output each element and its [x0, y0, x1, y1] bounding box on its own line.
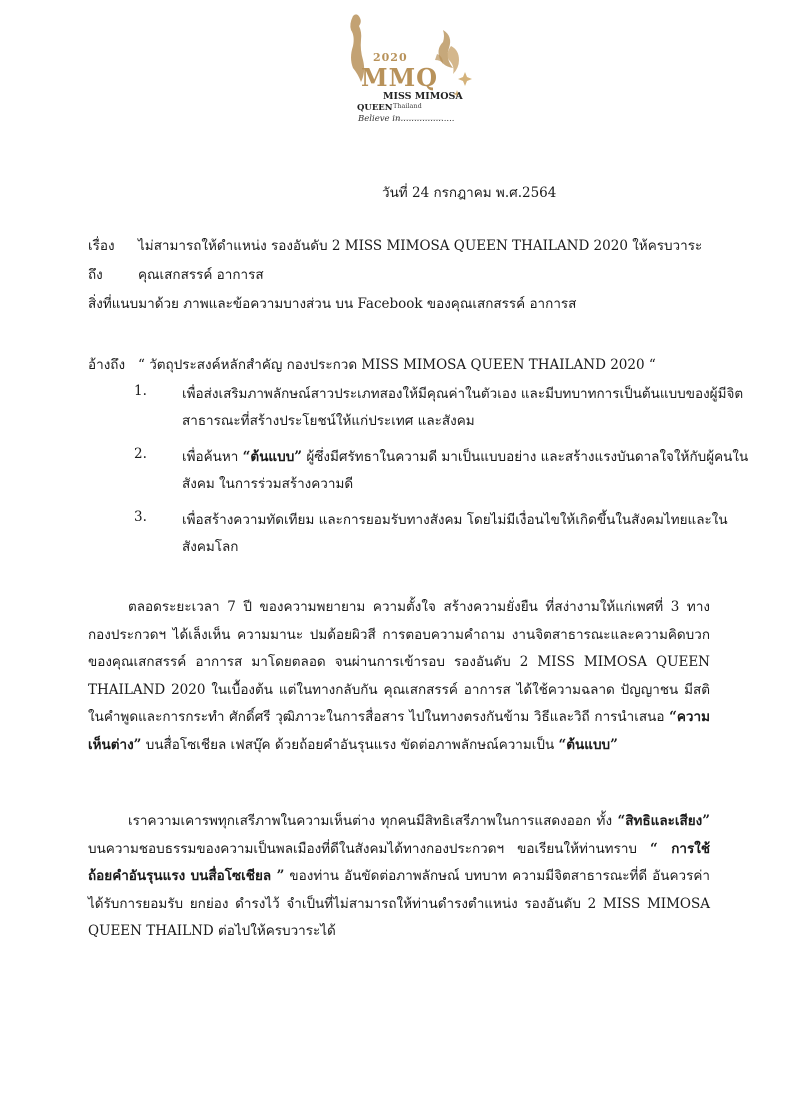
- list-number: 1.: [134, 383, 147, 400]
- logo-brand: MISS MIMOSA: [383, 91, 463, 102]
- list-item: [88, 507, 760, 561]
- attachment-text: สิ่งที่แนบมาด้วย ภาพและข้อความบางส่วน บน Facebook ของคุณเสกสรรค์ อาการส: [88, 296, 577, 312]
- attachment-row: [88, 294, 760, 323]
- list-text-pre: เพื่อค้นหา: [182, 449, 243, 466]
- logo-country: Thailand: [393, 102, 422, 110]
- paragraph-bold: “ความเห็นต่าง”: [88, 709, 710, 753]
- reference-title: “ วัตถุประสงค์หลักสำคัญ กองประกวด MISS MIMOSA QUEEN THAILAND 2020 “: [138, 357, 656, 373]
- list-number: 3.: [134, 509, 147, 526]
- recipient-text: คุณเสกสรรค์ อาการส: [138, 267, 264, 283]
- paragraph-bold: “สิทธิและเสียง”: [617, 813, 710, 829]
- paragraph-text: เราความเคารพทุกเสรีภาพในความเห็นต่าง ทุกคนมีสิทธิเสรีภาพในการแสดงออก ทั้ง: [128, 813, 618, 829]
- list-text: เพื่อส่งเสริมภาพลักษณ์สาวประเภทสองให้มีคุณค่าในตัวเอง และมีบทบาทการเป็นต้นแบบของผู้มีจิตสาธารณะที่สร้างประโยชน์ให้แก่ประเทศ และสังคม: [182, 386, 744, 430]
- list-text-post: ผู้ซึ่งมีศรัทธาในความดี มาเป็นแบบอย่าง และสร้างแรงบันดาลใจให้กับผู้คนในสังคม ในการร่วมสร้างความดี: [182, 449, 749, 493]
- body-paragraph-2: [88, 808, 710, 946]
- list-text: [182, 444, 752, 498]
- logo-acronym: MMQ: [361, 63, 439, 92]
- letter-date: วันที่ 24 กรกฎาคม พ.ศ.2564: [382, 185, 557, 201]
- mmq-logo: [325, 10, 475, 124]
- subject-row: [88, 236, 760, 265]
- letter-meta: [88, 236, 760, 323]
- logo-tagline: Believe in....................: [358, 114, 455, 124]
- list-text: เพื่อสร้างความทัดเทียม และการยอมรับทางสังคม โดยไม่มีเงื่อนไขให้เกิดขึ้นในสังคมไทยและในสังคมโลก: [182, 512, 728, 556]
- list-text-bold: “ต้นแบบ”: [242, 449, 303, 466]
- recipient-row: [88, 265, 760, 294]
- paragraph-text: ตลอดระยะเวลา 7 ปี ของความพยายาม ความตั้งใจ สร้างความยั่งยืน ที่สง่างามให้แก่เพศที่ 3 ทาง กองประกวดฯ ได้เล็งเห็น ความมานะ ปมด้อยผิวสี การตอบความคำถาม งานจิตสาธารณะและความคิดบวก ของคุณเสกสรรค์ อาการส มาโดยตลอด จนผ่านการเข้ารอบ รองอันดับ 2 MISS MIMOSA QUEEN THAILAND 2020 ในเบื้องต้น แต่ในทางกลับกัน คุณเสกสรรค์ อาการส ได้ใช้ความฉลาด ปัญญาชน มีสติ ในคำพูดและการกระทำ ศักดิ์ศรี วุฒิภาวะในการสื่อสาร ไปในทางตรงกันข้าม วิธีและวิถี การนำเสนอ: [88, 599, 710, 725]
- paragraph-bold: “ การใช้ถ้อยคำอันรุนแรง บนสื่อโซเชียล ”: [88, 840, 711, 884]
- subject-text: ไม่สามารถให้ดำแหน่ง รองอันดับ 2 MISS MIMOSA QUEEN THAILAND 2020 ให้ครบวาระ: [138, 238, 703, 254]
- reference-heading: [88, 355, 760, 375]
- logo-year: 2020: [373, 51, 408, 64]
- paragraph-text: ของท่าน อันขัดต่อภาพลักษณ์ บทบาท ความมีจิตสาธารณะที่ดี อันควรค่าได้รับการยอมรับ ยกย่อง ดำรงไว้ จำเป็นที่ไม่สามารถให้ท่านดำรงตำแหน่ง รองอันดับ 2 MISS MIMOSA QUEEN THAILND ต่อไปให้ครบวาระได้: [88, 868, 710, 939]
- paragraph-text: บนสื่อโซเชียล เฟสบุ๊ค ด้วยถ้อยคำอันรุนแรง ขัดต่อภาพลักษณ์ความเป็น: [141, 736, 559, 753]
- paragraph-bold: “ต้นแบบ”: [558, 736, 618, 753]
- reference-section: [88, 355, 760, 570]
- logo-queen: QUEEN: [357, 103, 393, 113]
- paragraph-text: บนความชอบธรรมของความเป็นพลเมืองที่ดีในสังคมได้ทางกองประกวดฯ ขอเรียนให้ท่านทราบ: [88, 840, 651, 857]
- body-paragraph-1: [88, 594, 710, 759]
- reference-label: อ้างถึง: [88, 357, 126, 373]
- list-number: 2.: [134, 446, 147, 463]
- list-item: [88, 381, 760, 435]
- list-item: [88, 444, 760, 498]
- recipient-label: ถึง: [88, 267, 103, 283]
- subject-label: เรื่อง: [88, 238, 115, 254]
- objectives-list: [88, 381, 760, 561]
